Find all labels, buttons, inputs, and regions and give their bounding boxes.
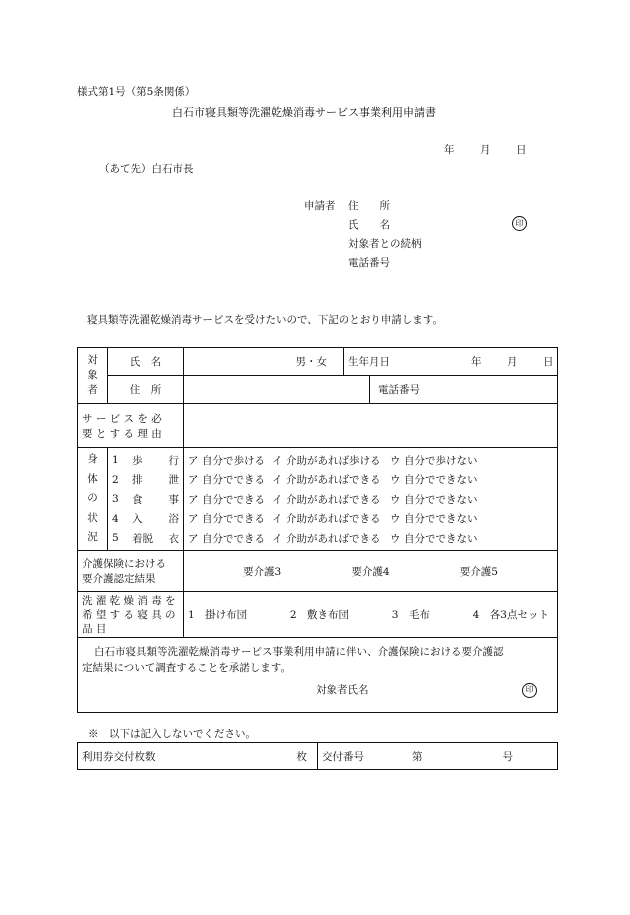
option-row: ア 自分で歩ける イ 介助があれば歩ける ウ 自分で歩けない bbox=[188, 454, 478, 467]
office-use-table bbox=[77, 742, 558, 770]
address-field[interactable] bbox=[184, 376, 370, 404]
bedding-option: 2 敷き布団 bbox=[289, 609, 350, 621]
option-row: ア 自分でできる イ 介助があればできる ウ 自分でできない bbox=[188, 513, 478, 525]
applicant-seal-mark bbox=[512, 216, 527, 231]
bedding-label: 洗 濯 乾 燥 消 毒 を 希 望 す る 寝 具 の 品 目 bbox=[78, 592, 184, 638]
applicant-name-label: 氏 名 bbox=[348, 219, 390, 231]
condition-row bbox=[78, 448, 558, 551]
bedding-options[interactable] bbox=[184, 592, 558, 638]
consent-text-2: 定結果について調査することを承諾します。 bbox=[82, 662, 291, 674]
condition-label: 身 体 の 状 況 bbox=[78, 448, 108, 551]
footer-note: ※ 以下は記入しないでください。 bbox=[88, 728, 256, 740]
addressee: （あて先）白石市長 bbox=[99, 163, 194, 175]
care-level-options[interactable] bbox=[184, 551, 558, 592]
ticket-count-field: 利用券交付枚数 枚 bbox=[78, 743, 318, 770]
option-row: ア 自分でできる イ 介助があればできる ウ 自分でできない bbox=[188, 532, 478, 545]
reason-row bbox=[78, 404, 558, 448]
bedding-option: 4 各3点セット bbox=[472, 609, 549, 621]
bedding-option: 1 掛け布団 bbox=[188, 609, 248, 621]
application-table bbox=[77, 347, 558, 713]
intro-text: 寝具類等洗濯乾燥消毒サービスを受けたいので、下記のとおり申請します。 bbox=[87, 314, 443, 326]
consent-signer-label: 対象者氏名 bbox=[316, 684, 369, 696]
care-level-row bbox=[78, 551, 558, 592]
activity-name: 5 着脱 衣 bbox=[112, 532, 179, 545]
seal-icon: 印 bbox=[512, 216, 527, 231]
activity-name: 2 排 泄 bbox=[112, 473, 179, 486]
activity-name: 3 食 事 bbox=[112, 493, 179, 506]
applicant-relation-label: 対象者との続柄 bbox=[348, 238, 422, 250]
subject-name-row bbox=[78, 348, 558, 376]
activity-name: 1 歩 行 bbox=[112, 454, 179, 467]
applicant-label: 申請者 bbox=[304, 200, 336, 212]
bedding-option: 3 毛布 bbox=[391, 609, 430, 621]
care-level-option: 要介護3 bbox=[243, 565, 282, 578]
consent-block bbox=[78, 638, 558, 713]
consent-text-1: 白石市寝具類等洗濯乾燥消毒サービス事業利用申請に伴い、介護保険における要介護認 bbox=[94, 646, 504, 658]
option-row: ア 自分でできる イ 介助があればできる ウ 自分でできない bbox=[188, 493, 478, 506]
document-title: 白石市寝具類等洗濯乾燥消毒サービス事業利用申請書 bbox=[172, 106, 436, 119]
reason-field[interactable] bbox=[184, 404, 558, 448]
issue-number-field: 交付番号 第 号 bbox=[318, 743, 558, 770]
care-level-option: 要介護5 bbox=[459, 565, 498, 578]
activity-options[interactable] bbox=[184, 448, 558, 551]
date-month-label: 月 bbox=[480, 144, 491, 156]
sex-option[interactable]: 男・女 bbox=[184, 348, 344, 376]
applicant-address-label: 住 所 bbox=[348, 200, 390, 212]
phone-field[interactable]: 電話番号 bbox=[370, 376, 558, 404]
date-day-label: 日 bbox=[516, 144, 527, 156]
care-level-label: 介護保険における 要介護認定結果 bbox=[78, 551, 184, 592]
activity-list bbox=[108, 448, 184, 551]
bedding-row bbox=[78, 592, 558, 638]
subject-label: 対 象 者 bbox=[78, 348, 108, 404]
birthdate-field[interactable]: 生年月日 年 月 日 bbox=[344, 348, 558, 376]
address-label: 住 所 bbox=[108, 376, 184, 404]
form-number: 様式第1号（第5条関係） bbox=[77, 86, 196, 98]
reason-label: サ ー ビ ス を 必 要 と す る 理 由 bbox=[78, 404, 184, 448]
option-row: ア 自分でできる イ 介助があればできる ウ 自分でできない bbox=[188, 474, 478, 486]
subject-address-row bbox=[78, 376, 558, 404]
activity-name: 4 入 浴 bbox=[112, 512, 179, 525]
name-label: 氏 名 bbox=[108, 348, 184, 376]
date-year-label: 年 bbox=[444, 144, 455, 156]
consent-row bbox=[78, 638, 558, 713]
seal-icon: 印 bbox=[522, 683, 537, 698]
care-level-option: 要介護4 bbox=[351, 565, 390, 578]
applicant-phone-label: 電話番号 bbox=[348, 257, 390, 269]
